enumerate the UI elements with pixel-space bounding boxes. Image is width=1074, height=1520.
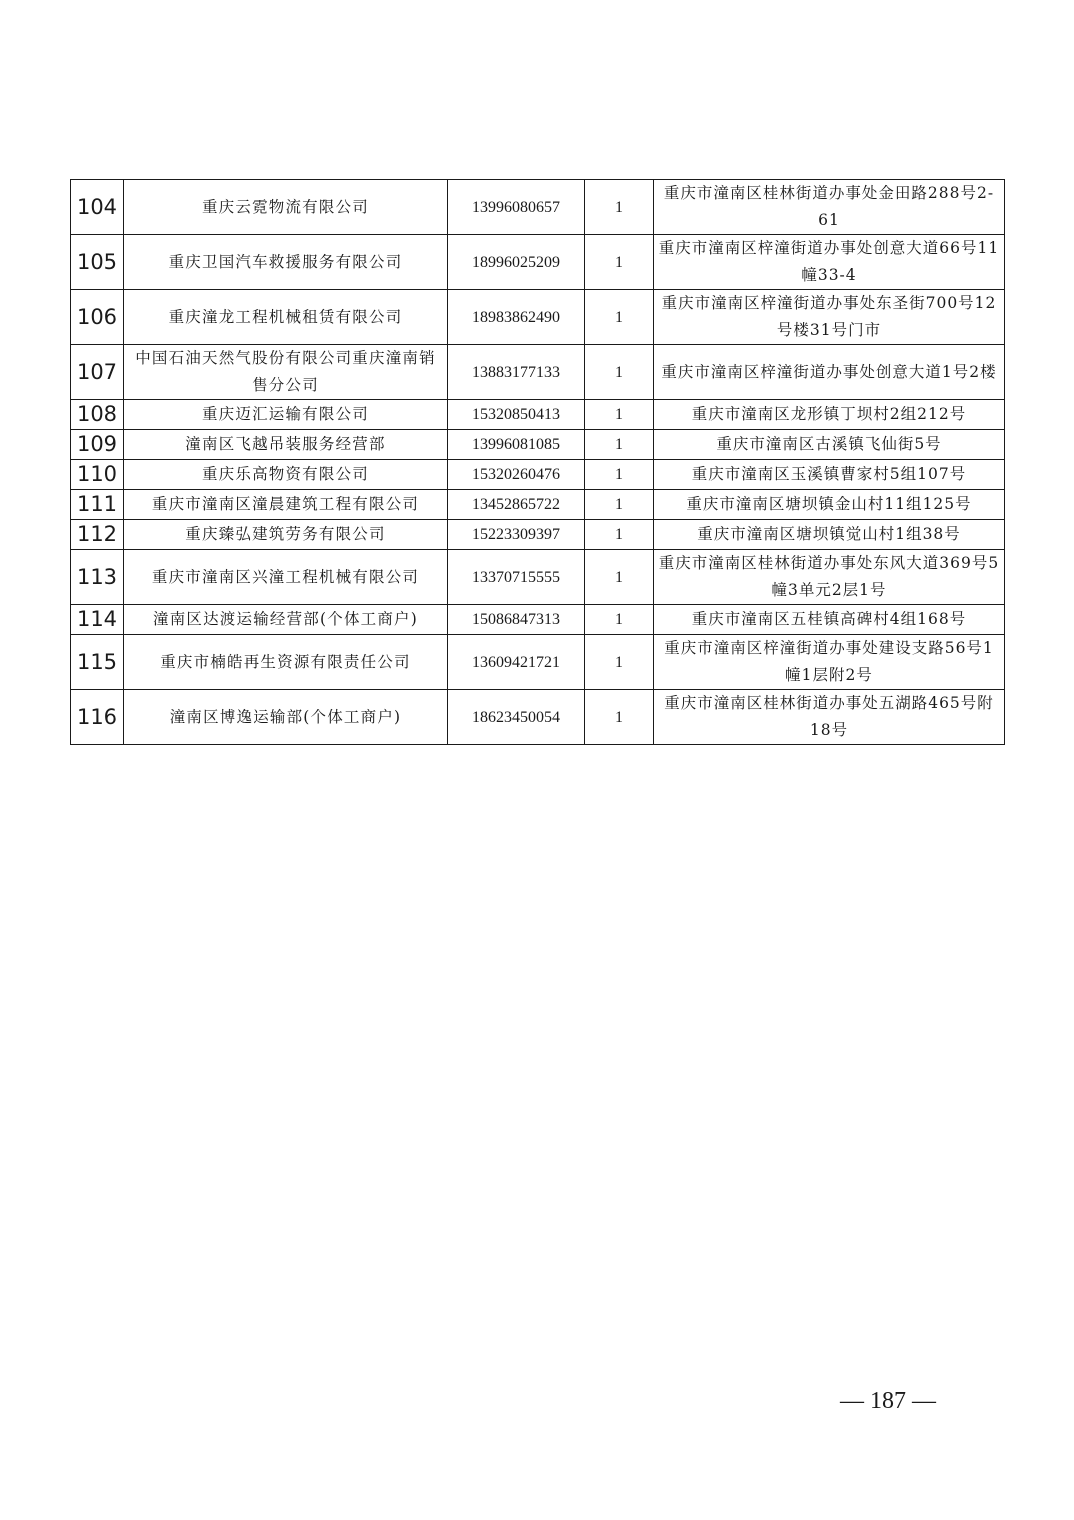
phone-number: 15086847313 [448,605,585,635]
phone-number: 13996080657 [448,180,585,235]
address: 重庆市潼南区五桂镇高碑村4组168号 [654,605,1005,635]
phone-number: 18983862490 [448,290,585,345]
row-number: 114 [71,605,124,635]
address: 重庆市潼南区桂林街道办事处五湖路465号附18号 [654,690,1005,745]
phone-number: 18623450054 [448,690,585,745]
phone-number: 13370715555 [448,550,585,605]
quantity: 1 [585,605,654,635]
row-number: 110 [71,460,124,490]
table-row [71,460,1005,490]
address: 重庆市潼南区玉溪镇曹家村5组107号 [654,460,1005,490]
address: 重庆市潼南区桂林街道办事处东风大道369号5幢3单元2层1号 [654,550,1005,605]
address: 重庆市潼南区龙形镇丁坝村2组212号 [654,400,1005,430]
phone-number: 15223309397 [448,520,585,550]
company-name: 重庆市楠皓再生资源有限责任公司 [124,635,448,690]
table-row [71,635,1005,690]
phone-number: 13609421721 [448,635,585,690]
company-name: 潼南区博逸运输部(个体工商户) [124,690,448,745]
table-row [71,520,1005,550]
company-name: 重庆云霓物流有限公司 [124,180,448,235]
quantity: 1 [585,400,654,430]
address: 重庆市潼南区梓潼街道办事处创意大道1号2楼 [654,345,1005,400]
company-name: 重庆市潼南区兴潼工程机械有限公司 [124,550,448,605]
quantity: 1 [585,430,654,460]
address: 重庆市潼南区桂林街道办事处金田路288号2-61 [654,180,1005,235]
quantity: 1 [585,460,654,490]
address: 重庆市潼南区塘坝镇觉山村1组38号 [654,520,1005,550]
quantity: 1 [585,490,654,520]
company-name: 重庆迈汇运输有限公司 [124,400,448,430]
phone-number: 13883177133 [448,345,585,400]
address: 重庆市潼南区梓潼街道办事处创意大道66号11幢33-4 [654,235,1005,290]
address: 重庆市潼南区古溪镇飞仙街5号 [654,430,1005,460]
quantity: 1 [585,635,654,690]
phone-number: 15320260476 [448,460,585,490]
table-row [71,605,1005,635]
company-name: 重庆臻弘建筑劳务有限公司 [124,520,448,550]
company-name: 重庆乐高物资有限公司 [124,460,448,490]
row-number: 108 [71,400,124,430]
table-row [71,690,1005,745]
address: 重庆市潼南区塘坝镇金山村11组125号 [654,490,1005,520]
quantity: 1 [585,180,654,235]
row-number: 109 [71,430,124,460]
row-number: 113 [71,550,124,605]
address: 重庆市潼南区梓潼街道办事处建设支路56号1幢1层附2号 [654,635,1005,690]
phone-number: 13996081085 [448,430,585,460]
table-row [71,290,1005,345]
table-row [71,490,1005,520]
quantity: 1 [585,550,654,605]
company-name: 潼南区飞越吊装服务经营部 [124,430,448,460]
phone-number: 18996025209 [448,235,585,290]
table-row [71,235,1005,290]
table-row [71,400,1005,430]
row-number: 106 [71,290,124,345]
table-row [71,180,1005,235]
row-number: 111 [71,490,124,520]
row-number: 112 [71,520,124,550]
company-table [70,179,1005,745]
quantity: 1 [585,345,654,400]
company-name: 重庆市潼南区潼晨建筑工程有限公司 [124,490,448,520]
company-name: 中国石油天然气股份有限公司重庆潼南销售分公司 [124,345,448,400]
page-number: — 187 — [840,1388,936,1414]
phone-number: 15320850413 [448,400,585,430]
row-number: 105 [71,235,124,290]
company-name: 重庆潼龙工程机械租赁有限公司 [124,290,448,345]
row-number: 107 [71,345,124,400]
company-name: 潼南区达渡运输经营部(个体工商户) [124,605,448,635]
row-number: 116 [71,690,124,745]
quantity: 1 [585,690,654,745]
row-number: 104 [71,180,124,235]
table-row [71,430,1005,460]
table-row [71,345,1005,400]
quantity: 1 [585,235,654,290]
address: 重庆市潼南区梓潼街道办事处东圣街700号12号楼31号门市 [654,290,1005,345]
company-name: 重庆卫国汽车救援服务有限公司 [124,235,448,290]
quantity: 1 [585,520,654,550]
phone-number: 13452865722 [448,490,585,520]
row-number: 115 [71,635,124,690]
table-row [71,550,1005,605]
quantity: 1 [585,290,654,345]
